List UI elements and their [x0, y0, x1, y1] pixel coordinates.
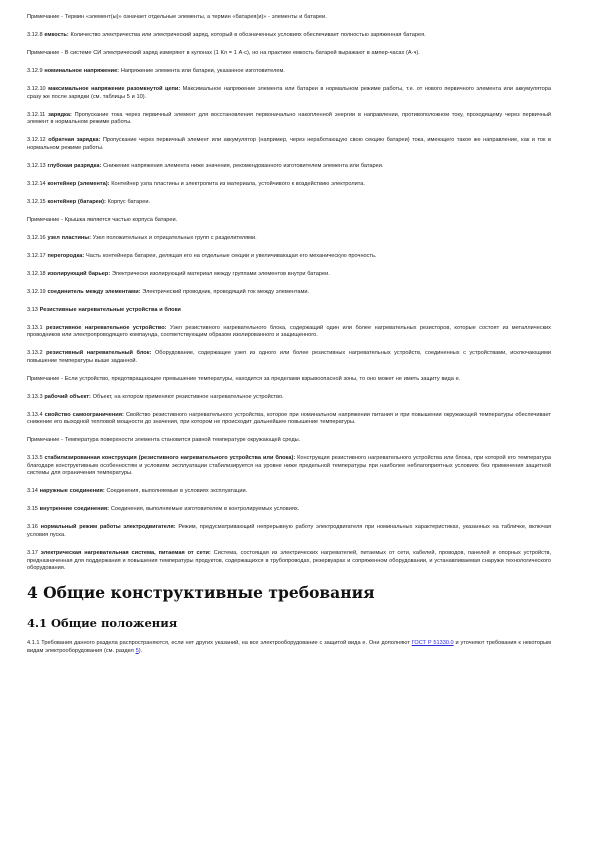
clause-number: 3.12.14 — [27, 180, 46, 187]
clause-text: Примечание - Температура поверхности элемента становится равной температуре окружающей среды. — [27, 437, 301, 444]
defined-term: номинальное напряжение: — [44, 67, 120, 74]
clause-number: 3.15 — [27, 506, 38, 513]
clause-text: Узел резистивного нагревательного блока, содержащий один или более нагревательных резисторов, которые состоят из металлических проводников или электропроводящего компаунда, соответствующим образом изолированного и защищенного. — [27, 324, 551, 339]
defined-term: стабилизированная конструкция (резистивного нагревательного устройства или блока): — [44, 455, 296, 462]
clause-3-12-12 — [27, 137, 551, 152]
clause-number: 3.13.3 — [27, 393, 43, 400]
defined-term: контейнер (элемента): — [47, 180, 110, 187]
paragraph-list — [27, 14, 551, 573]
defined-term: зарядка: — [48, 111, 72, 118]
clause-3-12-10 — [27, 86, 551, 101]
defined-term: узел пластины: — [47, 234, 91, 241]
clause-3-12-8 — [27, 32, 551, 40]
clause-3-12-19 — [27, 289, 551, 297]
clause-number: 3.12.16 — [27, 234, 46, 241]
clause-text: Максимальное напряжение элемента или батареи в нормальном режиме работы, т.е. от нового первичного элемента или аккумулятора сразу же после зарядки (см. таблицы 5 и 10). — [27, 85, 551, 100]
clause-text: Конструкция резистивного нагревательного устройства или блока, при которой его температура благодаря конструктивным особенностям и условиям эксплуатации стабилизируется на уровне ниже предельной температуры при наиболее неблагоприятных условиях без применения защитной системы для ограничения температуры. — [27, 455, 551, 477]
defined-term: максимальное напряжение разомкнутой цепи: — [48, 85, 181, 92]
note-paragraph — [27, 376, 551, 384]
clause-3-13-4 — [27, 412, 551, 427]
clause-number: 3.12.10 — [27, 85, 46, 92]
clause-number: 3.14 — [27, 488, 38, 495]
clause-text: Пропускание через первичный элемент или аккумулятор (например, через неработающую свою секцию батареи) тока, имеющего такое же направление, как и ток в нормальном режиме работы. — [27, 137, 551, 151]
defined-term: перегородка: — [47, 252, 85, 259]
clause-text: Объект, на котором применяют резистивное нагревательное устройство. — [92, 393, 284, 400]
defined-term: контейнер (батареи): — [47, 198, 106, 205]
clause-text: Свойство резистивного нагревательного устройства, которое при номинальном напряжении питания и при повышении окружающей температуры обеспечивает снижение его выходной тепловой мощности до значения, при котором не происходит дальнейшее повышение температуры. — [27, 411, 551, 426]
clause-number: 3.16 — [27, 524, 38, 531]
note-paragraph — [27, 217, 551, 225]
section-heading: 4 Общие конструктивные требования — [27, 583, 375, 603]
standard-link[interactable]: ГОСТ Р 51330.0 — [411, 640, 454, 647]
clause-number: 3.12.9 — [27, 67, 43, 74]
clause-3-12-15 — [27, 199, 551, 207]
clause-3-13-1 — [27, 325, 551, 340]
note-paragraph — [27, 437, 551, 445]
clause-3-12-18 — [27, 271, 551, 279]
defined-term: нормальный режим работы электродвигателя: — [40, 524, 176, 531]
clause-3-17 — [27, 550, 551, 573]
clause-3-12-13 — [27, 163, 551, 171]
clause-number: 3.12.18 — [27, 270, 46, 277]
note-paragraph — [27, 14, 551, 22]
defined-term: свойство самоограничения: — [44, 411, 124, 418]
clause-text: Электрически изолирующий материал между группами элементов внутри батареи. — [111, 270, 330, 277]
clause-text: Соединения, выполняемые изготовителем в контролируемых условиях. — [110, 506, 300, 513]
defined-term: глубокая разрядка: — [47, 162, 102, 169]
clause-3-13-3 — [27, 394, 551, 402]
clause-number: 3.13.1 — [27, 324, 43, 331]
clause-3-15 — [27, 506, 551, 514]
clause-text: Снижение напряжения элемента ниже значения, рекомендованного изготовителем элемента или батареи. — [103, 162, 384, 169]
clause-text-part2: и уточняют требования к некоторым видам электрооборудования (см. раздел — [27, 640, 551, 654]
clause-number: 3.13 — [27, 306, 38, 313]
subsection-heading: 4.1 Общие положения — [27, 616, 178, 631]
clause-text: Узел положительных и отрицательных групп с разделителями. — [92, 234, 257, 241]
clause-3-12-16 — [27, 235, 551, 243]
clause-text: Часть контейнера батареи, делящая его на отдельные секции и увеличивающая его механическую прочность. — [85, 252, 377, 259]
clause-text: Напряжение элемента или батареи, указанное изготовителем. — [120, 67, 285, 74]
clause-text-part1: 4.1.1 Требования данного раздела распространяются, если нет других указаний, на все электрооборудование с защитой вида е. Они дополняют — [27, 640, 412, 647]
clause-text: Электрический проводник, проводящий ток между элементами. — [142, 288, 310, 295]
clause-3-12-14 — [27, 181, 551, 189]
defined-term: резистивное нагревательное устройство: — [46, 324, 167, 331]
clause-number: 3.12.19 — [27, 288, 46, 295]
defined-term: Резистивные нагревательные устройства и блоки — [39, 306, 181, 313]
clause-number: 3.13.4 — [27, 411, 43, 418]
clause-text: Примечание - В системе СИ электрический заряд измеряют в кулонах (1 Кл = 1 А·с), но на практике емкость батарей выражают в ампер-часах (А·ч). — [27, 49, 420, 56]
clause-3-13-2 — [27, 350, 551, 365]
clause-3-12-11 — [27, 112, 551, 127]
clause-3-14 — [27, 488, 551, 496]
clause-text: Корпус батареи. — [107, 198, 151, 205]
clause-text: Примечание - Термин «элемент(ы)» означает отдельные элементы, а термин «батарея(и)» - элементы и батареи. — [27, 14, 327, 20]
section-5-link[interactable]: 5 — [135, 647, 139, 654]
defined-term: изолирующий барьер: — [47, 270, 111, 277]
defined-term: внутренние соединения: — [39, 506, 110, 513]
clause-text: Оборудование, содержащее узел из одного или более резистивных нагревательных устройств, соединенных с устройствами, исключающими повышение температуры выше заданной. — [27, 350, 551, 364]
defined-term: соединитель между элементами: — [47, 288, 141, 295]
clause-text: Количество электричества или электрический заряд, который в обозначенных условиях обеспечивает полностью заряженная батарея. — [70, 31, 426, 38]
clause-text: Пропускание тока через первичный элемент для восстановления первоначально накопленной энергии в направлении, противоположном току, проходящему через первичный элемент в нормальном режиме работы. — [27, 111, 551, 126]
clause-number: 3.12.17 — [27, 252, 46, 259]
clause-text: Система, состоящая из электрических нагревателей, питаемых от сети, кабелей, проводов, панелей и опорных устройств, предназначенная для поддержания и повышения температуры продуктов, содержащихся в трубопроводах, резервуарах и сопряженном оборудовании, и устанавливаемая снаружи технологического оборудования. — [27, 549, 551, 572]
defined-term: обратная зарядка: — [48, 137, 101, 144]
clause-3-13 — [27, 307, 551, 315]
clause-text: Контейнер узла пластины и электролита из материала, устойчивого к воздействию электролита. — [111, 180, 365, 187]
note-paragraph — [27, 50, 551, 58]
defined-term: емкость: — [44, 31, 69, 38]
clause-text: Режим, предусматривающий непрерывную работу электродвигателя при номинальных характеристиках, указанных на табличке, включая условия пуска. — [27, 524, 551, 538]
clause-number: 3.17 — [27, 549, 38, 556]
defined-term: электрическая нагревательная система, питаемая от сети: — [40, 549, 211, 556]
clause-text: Соединения, выполняемые в условиях эксплуатации. — [106, 488, 248, 495]
clause-3-12-17 — [27, 253, 551, 261]
clause-number: 3.12.12 — [27, 137, 46, 144]
clause-number: 3.13.5 — [27, 455, 43, 462]
clause-number: 3.12.15 — [27, 198, 46, 205]
defined-term: рабочий объект: — [44, 393, 91, 400]
clause-4-1-1 — [27, 640, 551, 655]
defined-term: резистивный нагревательный блок: — [46, 350, 152, 357]
clause-number: 3.13.2 — [27, 350, 43, 357]
clause-number: 3.12.13 — [27, 162, 46, 169]
clause-3-12-9 — [27, 68, 551, 76]
clause-3-16 — [27, 524, 551, 539]
clause-text-part3: ). — [138, 647, 143, 654]
clause-text: Примечание - Крышка является частью корпуса батареи. — [27, 216, 178, 223]
clause-3-13-5 — [27, 455, 551, 478]
clause-text: Примечание - Если устройство, предотвращающее превышение температуры, находится за пределами взрывоопасной зоны, то оно может не иметь защиту вида е. — [27, 375, 461, 382]
defined-term: наружные соединения: — [39, 488, 105, 495]
clause-number: 3.12.11 — [27, 111, 46, 118]
clause-number: 3.12.8 — [27, 31, 43, 38]
